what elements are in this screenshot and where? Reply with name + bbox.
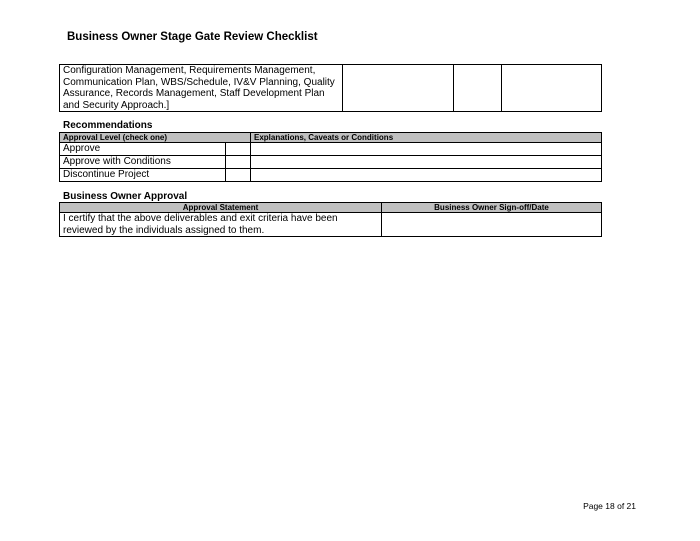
approve-with-conditions-checkbox-cell[interactable] xyxy=(226,156,251,169)
recommendations-heading: Recommendations xyxy=(63,120,153,131)
approve-explanation-cell[interactable] xyxy=(251,143,602,156)
table-row xyxy=(60,65,602,112)
deliverables-col4-cell[interactable] xyxy=(502,65,602,112)
approve-label: Approve xyxy=(60,143,226,156)
discontinue-project-checkbox-cell[interactable] xyxy=(226,169,251,182)
signoff-cell[interactable] xyxy=(382,213,602,237)
owner-approval-table xyxy=(59,202,602,237)
approve-with-conditions-label: Approve with Conditions xyxy=(60,156,226,169)
approval-statement-cell: I certify that the above deliverables and exit criteria have been reviewed by the individuals assigned to them. xyxy=(60,213,382,237)
deliverables-col2-cell[interactable] xyxy=(343,65,454,112)
table-row xyxy=(60,213,602,237)
explanations-header: Explanations, Caveats or Conditions xyxy=(251,133,602,143)
table-row xyxy=(60,169,602,182)
discontinue-project-label: Discontinue Project xyxy=(60,169,226,182)
approval-statement-header: Approval Statement xyxy=(60,203,382,213)
table-header-row xyxy=(60,133,602,143)
page-title: Business Owner Stage Gate Review Checklist xyxy=(67,31,318,43)
page-number: Page 18 of 21 xyxy=(583,501,636,511)
recommendations-table xyxy=(59,132,602,182)
deliverables-cell: Configuration Management, Requirements Management, Communication Plan, WBS/Schedule, IV&V Planning, Quality Assurance, Records Management, Staff Development Plan and Security Approach.] xyxy=(60,65,343,112)
business-owner-approval-heading: Business Owner Approval xyxy=(63,191,188,202)
approval-level-header: Approval Level (check one) xyxy=(60,133,251,143)
approve-checkbox-cell[interactable] xyxy=(226,143,251,156)
signoff-header: Business Owner Sign-off/Date xyxy=(382,203,602,213)
table-header-row xyxy=(60,203,602,213)
discontinue-project-explanation-cell[interactable] xyxy=(251,169,602,182)
approve-with-conditions-explanation-cell[interactable] xyxy=(251,156,602,169)
deliverables-table xyxy=(59,64,602,112)
table-row xyxy=(60,143,602,156)
table-row xyxy=(60,156,602,169)
deliverables-col3-cell[interactable] xyxy=(454,65,502,112)
